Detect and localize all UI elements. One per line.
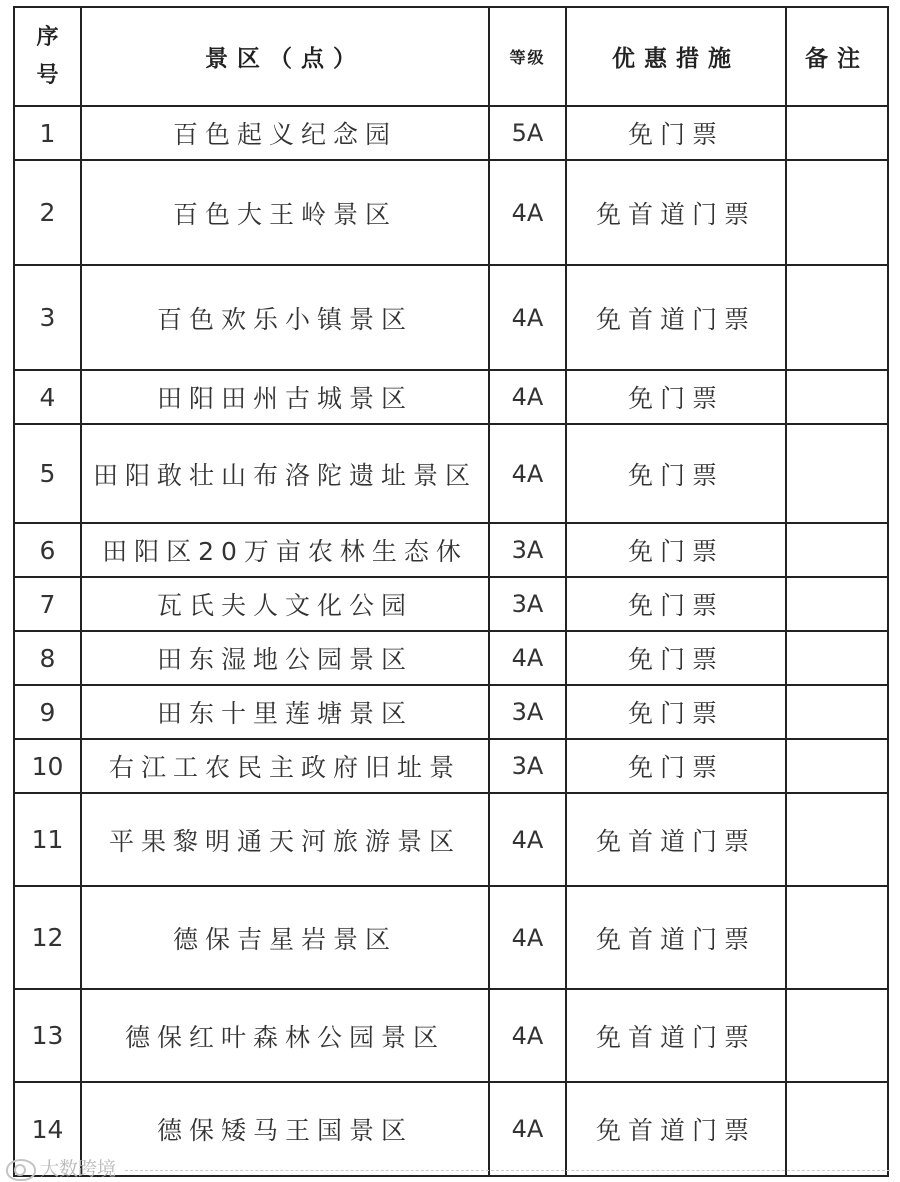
cell-no: 1 (14, 106, 81, 160)
cell-remark (786, 523, 888, 577)
cell-discount: 免门票 (566, 631, 786, 685)
header-discount: 优惠措施 (566, 7, 786, 106)
cell-remark (786, 424, 888, 523)
table-row (14, 577, 888, 631)
table-row (14, 1082, 888, 1176)
cell-remark (786, 685, 888, 739)
cell-discount: 免门票 (566, 577, 786, 631)
cell-level: 5A (489, 106, 566, 160)
table-row (14, 424, 888, 523)
cell-level: 4A (489, 370, 566, 424)
cell-no: 3 (14, 265, 81, 370)
cell-scenic-name: 百色起义纪念园 (81, 106, 489, 160)
cell-discount: 免门票 (566, 424, 786, 523)
cell-level: 4A (489, 1082, 566, 1176)
cell-no: 5 (14, 424, 81, 523)
cell-scenic-name: 田阳田州古城景区 (81, 370, 489, 424)
cell-no: 11 (14, 793, 81, 886)
table-row (14, 685, 888, 739)
cell-no: 13 (14, 989, 81, 1082)
cell-discount: 免首道门票 (566, 886, 786, 989)
cell-discount: 免首道门票 (566, 265, 786, 370)
cell-discount: 免门票 (566, 370, 786, 424)
cell-discount: 免门票 (566, 106, 786, 160)
cell-no: 4 (14, 370, 81, 424)
cell-scenic-name: 百色欢乐小镇景区 (81, 265, 489, 370)
cell-remark (786, 989, 888, 1082)
header-level: 等级 (489, 7, 566, 106)
table-row (14, 739, 888, 793)
table-row (14, 160, 888, 265)
cell-scenic-name: 田东十里莲塘景区 (81, 685, 489, 739)
cell-discount: 免首道门票 (566, 160, 786, 265)
cell-remark (786, 739, 888, 793)
cell-no: 2 (14, 160, 81, 265)
cell-discount: 免首道门票 (566, 1082, 786, 1176)
table-row (14, 370, 888, 424)
cell-remark (786, 370, 888, 424)
cell-level: 4A (489, 160, 566, 265)
table-row (14, 631, 888, 685)
cell-level: 4A (489, 886, 566, 989)
cell-discount: 免首道门票 (566, 793, 786, 886)
cell-scenic-name: 平果黎明通天河旅游景区 (81, 793, 489, 886)
cell-level: 3A (489, 523, 566, 577)
page-cut-line (125, 1170, 890, 1171)
cell-remark (786, 631, 888, 685)
cell-discount: 免门票 (566, 685, 786, 739)
cell-remark (786, 1082, 888, 1176)
cell-level: 4A (489, 631, 566, 685)
cell-scenic-name: 田阳敢壮山布洛陀遗址景区 (81, 424, 489, 523)
header-name: 景区（点） (81, 7, 489, 106)
header-remark: 备注 (786, 7, 888, 106)
cell-level: 3A (489, 739, 566, 793)
table-row (14, 106, 888, 160)
cell-no: 14 (14, 1082, 81, 1176)
cell-level: 4A (489, 989, 566, 1082)
table-row (14, 793, 888, 886)
cell-remark (786, 793, 888, 886)
watermark (6, 1154, 116, 1181)
cell-no: 10 (14, 739, 81, 793)
cell-remark (786, 106, 888, 160)
scenic-discount-table (13, 6, 889, 1177)
cell-no: 9 (14, 685, 81, 739)
table-row (14, 886, 888, 989)
cell-level: 4A (489, 265, 566, 370)
cell-scenic-name: 百色大王岭景区 (81, 160, 489, 265)
cell-remark (786, 265, 888, 370)
cell-discount: 免首道门票 (566, 989, 786, 1082)
logo-swirl-icon (6, 1159, 36, 1181)
cell-scenic-name: 田东湿地公园景区 (81, 631, 489, 685)
cell-level: 4A (489, 424, 566, 523)
cell-scenic-name: 田阳区20万亩农林生态休 (81, 523, 489, 577)
cell-no: 6 (14, 523, 81, 577)
watermark-text: 大数跨境 (40, 1158, 117, 1180)
cell-scenic-name: 德保红叶森林公园景区 (81, 989, 489, 1082)
table-row (14, 989, 888, 1082)
table-header-row (14, 7, 888, 106)
header-no: 序号 (14, 7, 81, 106)
cell-remark (786, 886, 888, 989)
cell-scenic-name: 右江工农民主政府旧址景 (81, 739, 489, 793)
cell-scenic-name: 瓦氏夫人文化公园 (81, 577, 489, 631)
cell-scenic-name: 德保吉星岩景区 (81, 886, 489, 989)
cell-remark (786, 577, 888, 631)
cell-no: 8 (14, 631, 81, 685)
cell-level: 3A (489, 577, 566, 631)
cell-no: 12 (14, 886, 81, 989)
table-row (14, 265, 888, 370)
cell-discount: 免门票 (566, 523, 786, 577)
cell-level: 3A (489, 685, 566, 739)
cell-level: 4A (489, 793, 566, 886)
cell-remark (786, 160, 888, 265)
cell-discount: 免门票 (566, 739, 786, 793)
table-row (14, 523, 888, 577)
cell-scenic-name: 德保矮马王国景区 (81, 1082, 489, 1176)
cell-no: 7 (14, 577, 81, 631)
